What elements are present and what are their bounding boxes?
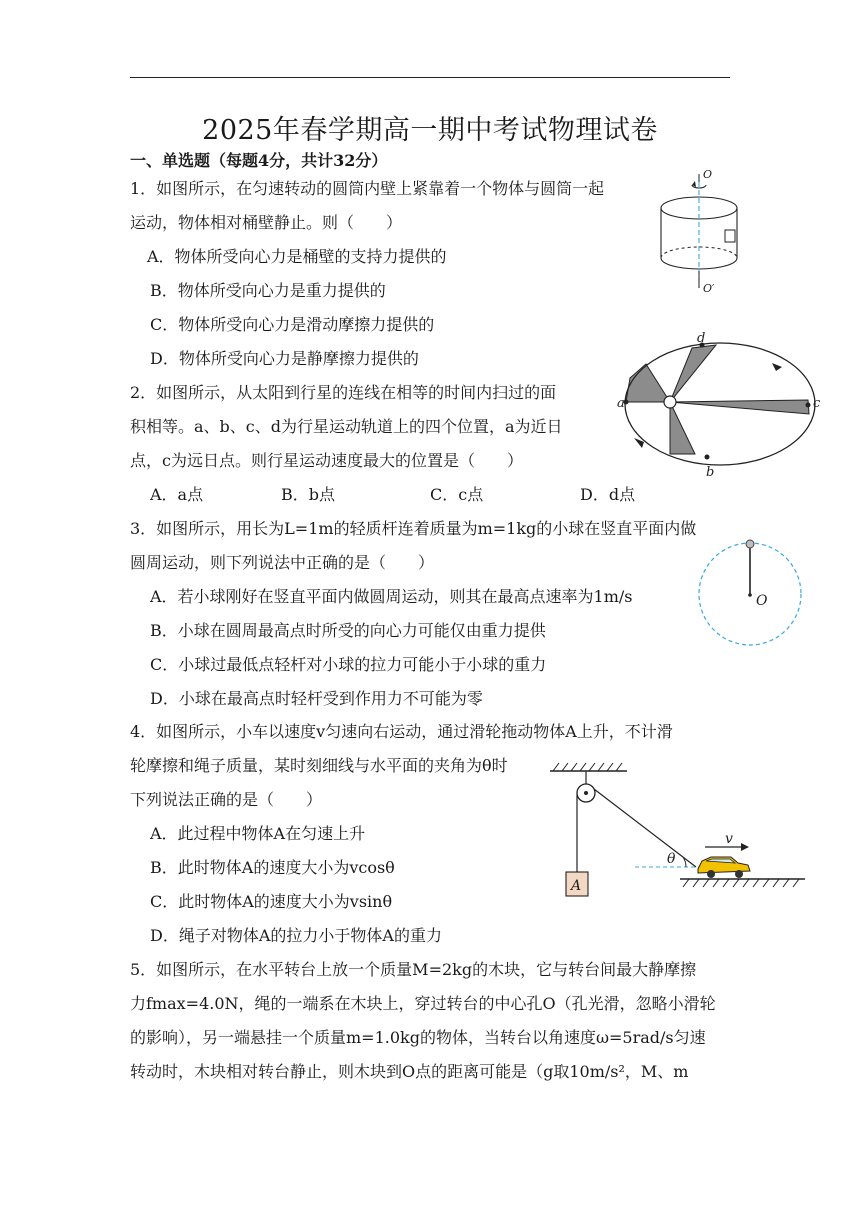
q1-label-o-prime: O′ (703, 282, 715, 295)
q1-label-o: O (703, 168, 713, 181)
q4-option-c: C．此时物体A的速度大小为vsinθ (150, 892, 393, 911)
q3-label-o: O (756, 593, 768, 609)
header-rule (130, 77, 730, 78)
q1-option-b: B．物体所受向心力是重力提供的 (150, 281, 386, 300)
q2-option-c: C．c点 (430, 485, 484, 504)
q5-stem-line-4: 转动时，木块相对转台静止，则木块到O点的距离可能是（g取10m/s²，M、m (130, 1062, 689, 1081)
q4-stem-line-1: 4．如图所示，小车以速度v匀速向右运动，通过滑轮拖动物体A上升，不计滑 (130, 722, 673, 741)
q3-rod-circle-figure (695, 537, 805, 652)
q4-label-theta: θ (667, 851, 676, 867)
q4-option-d: D．绳子对物体A的拉力小于物体A的重力 (150, 926, 442, 945)
q4-stem-line-2: 轮摩擦和绳子质量，某时刻细线与水平面的夹角为θ时 (130, 756, 508, 775)
q5-stem-line-3: 的影响），另一端悬挂一个质量m=1.0kg的物体，当转台以角速度ω=5rad/s匀速 (130, 1028, 706, 1047)
q3-option-a: A．若小球刚好在竖直平面内做圆周运动，则其在最高点速率为1m/s (150, 587, 633, 606)
q2-label-d: d (697, 331, 706, 346)
exam-title: 2025年春学期高一期中考试物理试卷 (202, 115, 658, 146)
q3-option-d: D．小球在最高点时轻杆受到作用力不可能为零 (150, 689, 483, 708)
q4-option-a: A．此过程中物体A在匀速上升 (150, 824, 366, 843)
q2-stem-line-2: 积相等。a、b、c、d为行星运动轨道上的四个位置，a为近日 (130, 417, 563, 436)
q1-option-d: D．物体所受向心力是静摩擦力提供的 (150, 349, 419, 368)
q3-option-c: C．小球过最低点轻杆对小球的拉力可能小于小球的重力 (150, 655, 547, 674)
q3-option-b: B．小球在圆周最高点时所受的向心力可能仅由重力提供 (150, 621, 546, 640)
q5-stem-line-1: 5．如图所示，在水平转台上放一个质量M=2kg的木块，它与转台间最大静摩擦 (130, 960, 697, 979)
q2-stem-line-3: 点，c为远日点。则行星运动速度最大的位置是（ ） (130, 451, 523, 470)
q1-option-c: C．物体所受向心力是滑动摩擦力提供的 (150, 315, 435, 334)
q1-stem-line-2: 运动，物体相对桶壁静止。则（ ） (130, 213, 403, 232)
q4-option-b: B．此时物体A的速度大小为vcosθ (150, 858, 395, 877)
q1-option-a: A．物体所受向心力是桶壁的支持力提供的 (147, 247, 447, 266)
q2-option-a: A．a点 (150, 485, 204, 504)
q2-label-a: a (617, 396, 625, 411)
q4-label-v: v (725, 831, 733, 847)
q1-cylinder-figure (655, 168, 745, 293)
q4-label-a: A (571, 878, 582, 894)
q3-stem-line-2: 圆周运动，则下列说法中正确的是（ ） (130, 553, 435, 572)
q1-stem-line-1: 1．如图所示，在匀速转动的圆筒内壁上紧靠着一个物体与圆筒一起 (130, 179, 605, 198)
q5-stem-line-2: 力fmax=4.0N，绳的一端系在木块上，穿过转台的中心孔O（孔光滑，忽略小滑轮 (130, 994, 716, 1013)
q2-label-b: b (706, 465, 715, 480)
q2-option-b: B．b点 (281, 485, 336, 504)
q2-orbit-figure (615, 330, 830, 485)
q3-stem-line-1: 3．如图所示，用长为L=1m的轻质杆连着质量为m=1kg的小球在竖直平面内做 (130, 519, 697, 538)
q2-stem-line-1: 2．如图所示，从太阳到行星的连线在相等的时间内扫过的面 (130, 383, 557, 402)
q4-pulley-car-figure (545, 757, 810, 902)
section-heading: 一、单选题（每题4分，共计32分） (130, 151, 388, 170)
q2-label-c: c (813, 396, 821, 411)
q2-option-d: D．d点 (580, 485, 636, 504)
q4-stem-line-3: 下列说法正确的是（ ） (130, 790, 323, 809)
